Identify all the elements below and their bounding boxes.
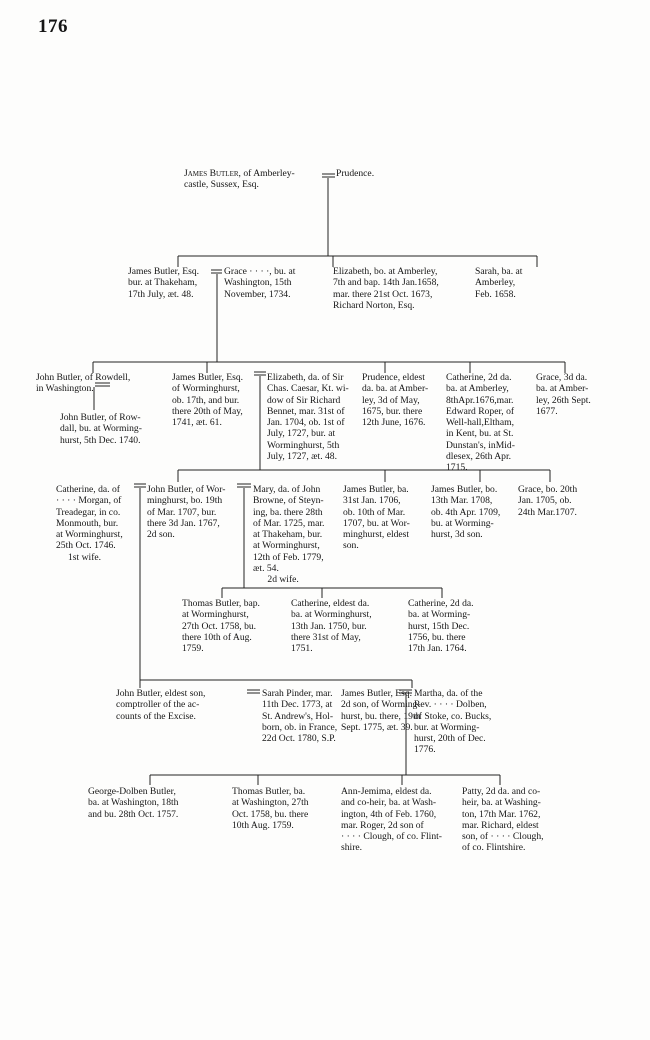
person-john-butler-of-worminghurst: John Butler, of Wor- minghurst, bo. 19th of Mar. 1707, bur. there 3d Jan. 1767, 2d son. — [147, 484, 226, 541]
person-ann-jemima: Ann-Jemima, eldest da. and co-heir, ba. at Wash- ington, 4th of Feb. 1760, mar. Roger, 2d son of · · · · Clough, of co. Flint- shire. — [341, 786, 442, 854]
page-number: 176 — [38, 16, 68, 37]
person-catherine-2d-gen5: Catherine, 2d da. ba. at Worming- hurst, 15th Dec. 1756, bu. there 17th Jan. 1764. — [408, 598, 474, 655]
person-james-butler-of-amberley-castle — [184, 168, 295, 191]
person-residence-line2: castle, Sussex, Esq. — [184, 179, 259, 191]
person-name: James Butler — [184, 168, 239, 179]
person-patty: Patty, 2d da. and co- heir, ba. at Washing- ton, 17th Mar. 1762, mar. Richard, eldest son, of · · · · Clough, of co. Flintshire. — [462, 786, 544, 854]
person-james-butler-eldest-son: James Butler, ba. 31st Jan. 1706, ob. 10th of Mar. 1707, bu. at Wor- minghurst, eldest son. — [343, 484, 410, 552]
person-grace-gen3: Grace, 3d da. ba. at Amber- ley, 26th Sept. 1677. — [536, 372, 591, 417]
person-martha-dolben: Martha, da. of the Rev. · · · · Dolben, of Stoke, co. Bucks, bur. at Worming- hurst, 20th of Dec. 1776. — [414, 688, 492, 756]
person-james-butler-3d-son: James Butler, bo. 13th Mar. 1708, ob. 4th Apr. 1709, bu. at Worming- hurst, 3d son. — [431, 484, 501, 541]
person-elizabeth-gen2: Elizabeth, bo. at Amberley, 7th and bap. 14th Jan.1658, mar. there 21st Oct. 1673, Richard Norton, Esq. — [333, 266, 439, 311]
person-grace-gen4: Grace, bo. 20th Jan. 1705, ob. 24th Mar.1707. — [518, 484, 578, 518]
person-residence: , of Amberley- — [238, 168, 295, 179]
person-prudence-gen3: Prudence, eldest da. ba. at Amber- ley, 3d of May, 1675, bur. there 12th June, 1676. — [362, 372, 429, 429]
person-sarah-gen2: Sarah, ba. at Amberley, Feb. 1658. — [475, 266, 523, 300]
person-catherine-morgan: Catherine, da. of · · · · Morgan, of Treadegar, in co. Monmouth, bur. at Worminghurst, 25th Oct. 1746. 1st wife. — [56, 484, 123, 563]
person-james-butler-2d-son: James Butler, Esq. 2d son, of Worming- hurst, bu. there, 19th Sept. 1775, æt. 39. — [341, 688, 421, 733]
person-grace-wife-gen2: Grace · · · ·, bu. at Washington, 15th November, 1734. — [224, 266, 296, 300]
person-catherine-eldest-gen5: Catherine, eldest da. ba. at Worminghurst, 13th Jan. 1750, bur. there 31st of May, 1751. — [291, 598, 372, 655]
person-thomas-butler-gen6: Thomas Butler, ba. at Washington, 27th Oct. 1758, bu. there 10th Aug. 1759. — [232, 786, 309, 831]
person-catherine-gen3: Catherine, 2d da. ba. at Amberley, 8thApr.1676,mar. Edward Roper, of Well-hall,Eltham, in Kent, bu. at St. Dunstan's, inMid- dlesex, 26th Apr. 1715. — [446, 372, 515, 474]
person-mary-browne: Mary, da. of John Browne, of Steyn- ing, ba. there 28th of Mar. 1725, mar. at Thakeham, bur. at Worminghurst, 12th of Feb. 1779, æt. 54. 2d wife. — [253, 484, 325, 586]
person-james-butler-gen2: James Butler, Esq. bur. at Thakeham, 17th July, æt. 48. — [128, 266, 200, 300]
person-john-butler-of-rowdell: John Butler, of Rowdell, in Washington. — [36, 372, 131, 395]
person-elizabeth-caesar: Elizabeth, da. of Sir Chas. Caesar, Kt. wi- dow of Sir Richard Bennet, mar. 31st of Jan. 1704, ob. 1st of July, 1727, bur. at Worminghurst, 5th July, 1727, æt. 48. — [267, 372, 349, 463]
person-prudence-wife: Prudence. — [336, 168, 375, 179]
person-sarah-pinder: Sarah Pinder, mar. 11th Dec. 1773, at St. Andrew's, Hol- born, ob. in France, 22d Oct. 1780, S.P. — [262, 688, 338, 745]
person-john-butler-comptroller: John Butler, eldest son, comptroller of the ac- counts of the Excise. — [116, 688, 206, 722]
person-james-butler-of-worminghurst: James Butler, Esq. of Worminghurst, ob. 17th, and bur. there 20th of May, 1741, æt. 61. — [172, 372, 244, 429]
person-thomas-butler-gen5: Thomas Butler, bap. at Worminghurst, 27th Oct. 1758, bu. there 10th of Aug. 1759. — [182, 598, 260, 655]
person-john-butler-of-rowdall-son: John Butler, of Row- dall, bu. at Worming- hurst, 5th Dec. 1740. — [60, 412, 142, 446]
person-george-dolben-butler: George-Dolben Butler, ba. at Washington, 18th and bu. 28th Oct. 1757. — [88, 786, 179, 820]
